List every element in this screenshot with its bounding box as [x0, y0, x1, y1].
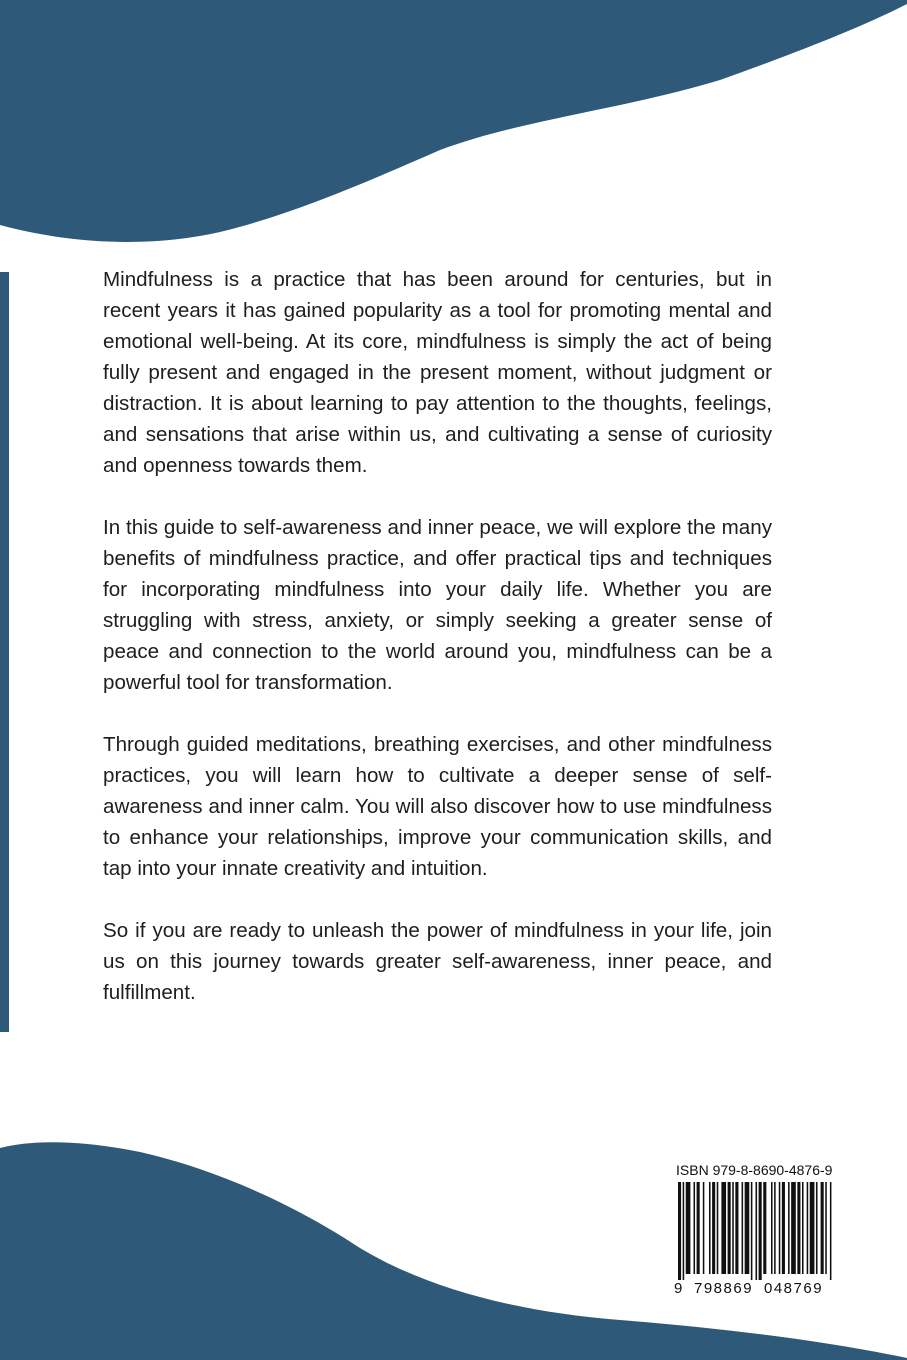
- barcode-bar: [683, 1182, 685, 1280]
- barcode-bar: [797, 1182, 800, 1274]
- barcode-bar: [686, 1182, 691, 1274]
- blurb-paragraph-1: Mindfulness is a practice that has been around for centuries, but in recent years it has gained popularity as a tool for promoting mental and emotional well-being. At its core, mindfulness is simply the act of being fully present and engaged in the present moment, without judgment or distraction. It is about learning to pay attention to the thoughts, feelings, and sensations that arise within us, and cultivating a sense of curiosity and openness towards them.: [103, 268, 772, 477]
- barcode-bar: [759, 1182, 762, 1280]
- barcode-bar: [742, 1182, 744, 1274]
- barcode-digit-first: 9: [674, 1280, 683, 1297]
- barcode-bar: [802, 1182, 804, 1274]
- barcode-digit-group-right: 048769: [764, 1280, 824, 1297]
- barcode-bar: [825, 1182, 827, 1274]
- blurb-paragraph-2: In this guide to self-awareness and inner peace, we will explore the many benefits of mindfulness practice, and offer practical tips and techniques for incorporating mindfulness into your daily life. Whether you are struggling with stress, anxiety, or simply seeking a greater sense of peace and connection to the world around you, mindfulness can be a powerful tool for transformation.: [103, 516, 772, 694]
- barcode-bar: [763, 1182, 766, 1274]
- barcode-bar: [810, 1182, 815, 1274]
- barcode-bar: [717, 1182, 719, 1274]
- barcode-bar: [712, 1182, 715, 1274]
- top-wave-decoration: [0, 0, 907, 250]
- barcode-bar: [788, 1182, 790, 1274]
- isbn-barcode-block: [668, 1156, 844, 1308]
- barcode-bar: [771, 1182, 773, 1274]
- barcode-bar: [816, 1182, 818, 1274]
- barcode-bar: [732, 1182, 734, 1274]
- barcode-bar: [745, 1182, 750, 1274]
- barcode-bar: [728, 1182, 731, 1274]
- spine-edge-bar: [0, 272, 9, 1032]
- barcode-bar: [821, 1182, 824, 1274]
- barcode-bar: [779, 1182, 781, 1274]
- isbn-label: ISBN 979-8-8690-4876-9: [676, 1162, 833, 1178]
- barcode-bar: [774, 1182, 776, 1274]
- blurb-paragraph-3: Through guided meditations, breathing exercises, and other mindfulness practices, you will learn how to cultivate a deeper sense of self-awareness and inner calm. You will also discover how to use mindfulness to enhance your relationships, improve your communication skills, and tap into your innate creativity and intuition.: [103, 733, 772, 880]
- barcode-bar: [807, 1182, 809, 1274]
- barcode-bar: [721, 1182, 726, 1274]
- barcode-graphic: [676, 1182, 836, 1280]
- barcode-bar: [678, 1182, 681, 1280]
- back-cover-blurb: [103, 264, 772, 1039]
- barcode-bar: [709, 1182, 711, 1274]
- barcode-bar: [751, 1182, 753, 1280]
- barcode-bar: [791, 1182, 796, 1274]
- barcode-bar: [694, 1182, 696, 1274]
- barcode-bar: [735, 1182, 738, 1274]
- barcode-bar: [756, 1182, 758, 1280]
- barcode-bar: [782, 1182, 785, 1274]
- barcode-digit-group-left: 798869: [694, 1280, 754, 1297]
- barcode-bar: [697, 1182, 700, 1274]
- barcode-bar: [703, 1182, 705, 1274]
- blurb-paragraph-4: So if you are ready to unleash the power of mindfulness in your life, join us on this journey towards greater self-awareness, inner peace, and fulfillment.: [103, 919, 772, 1004]
- barcode-bar: [830, 1182, 832, 1280]
